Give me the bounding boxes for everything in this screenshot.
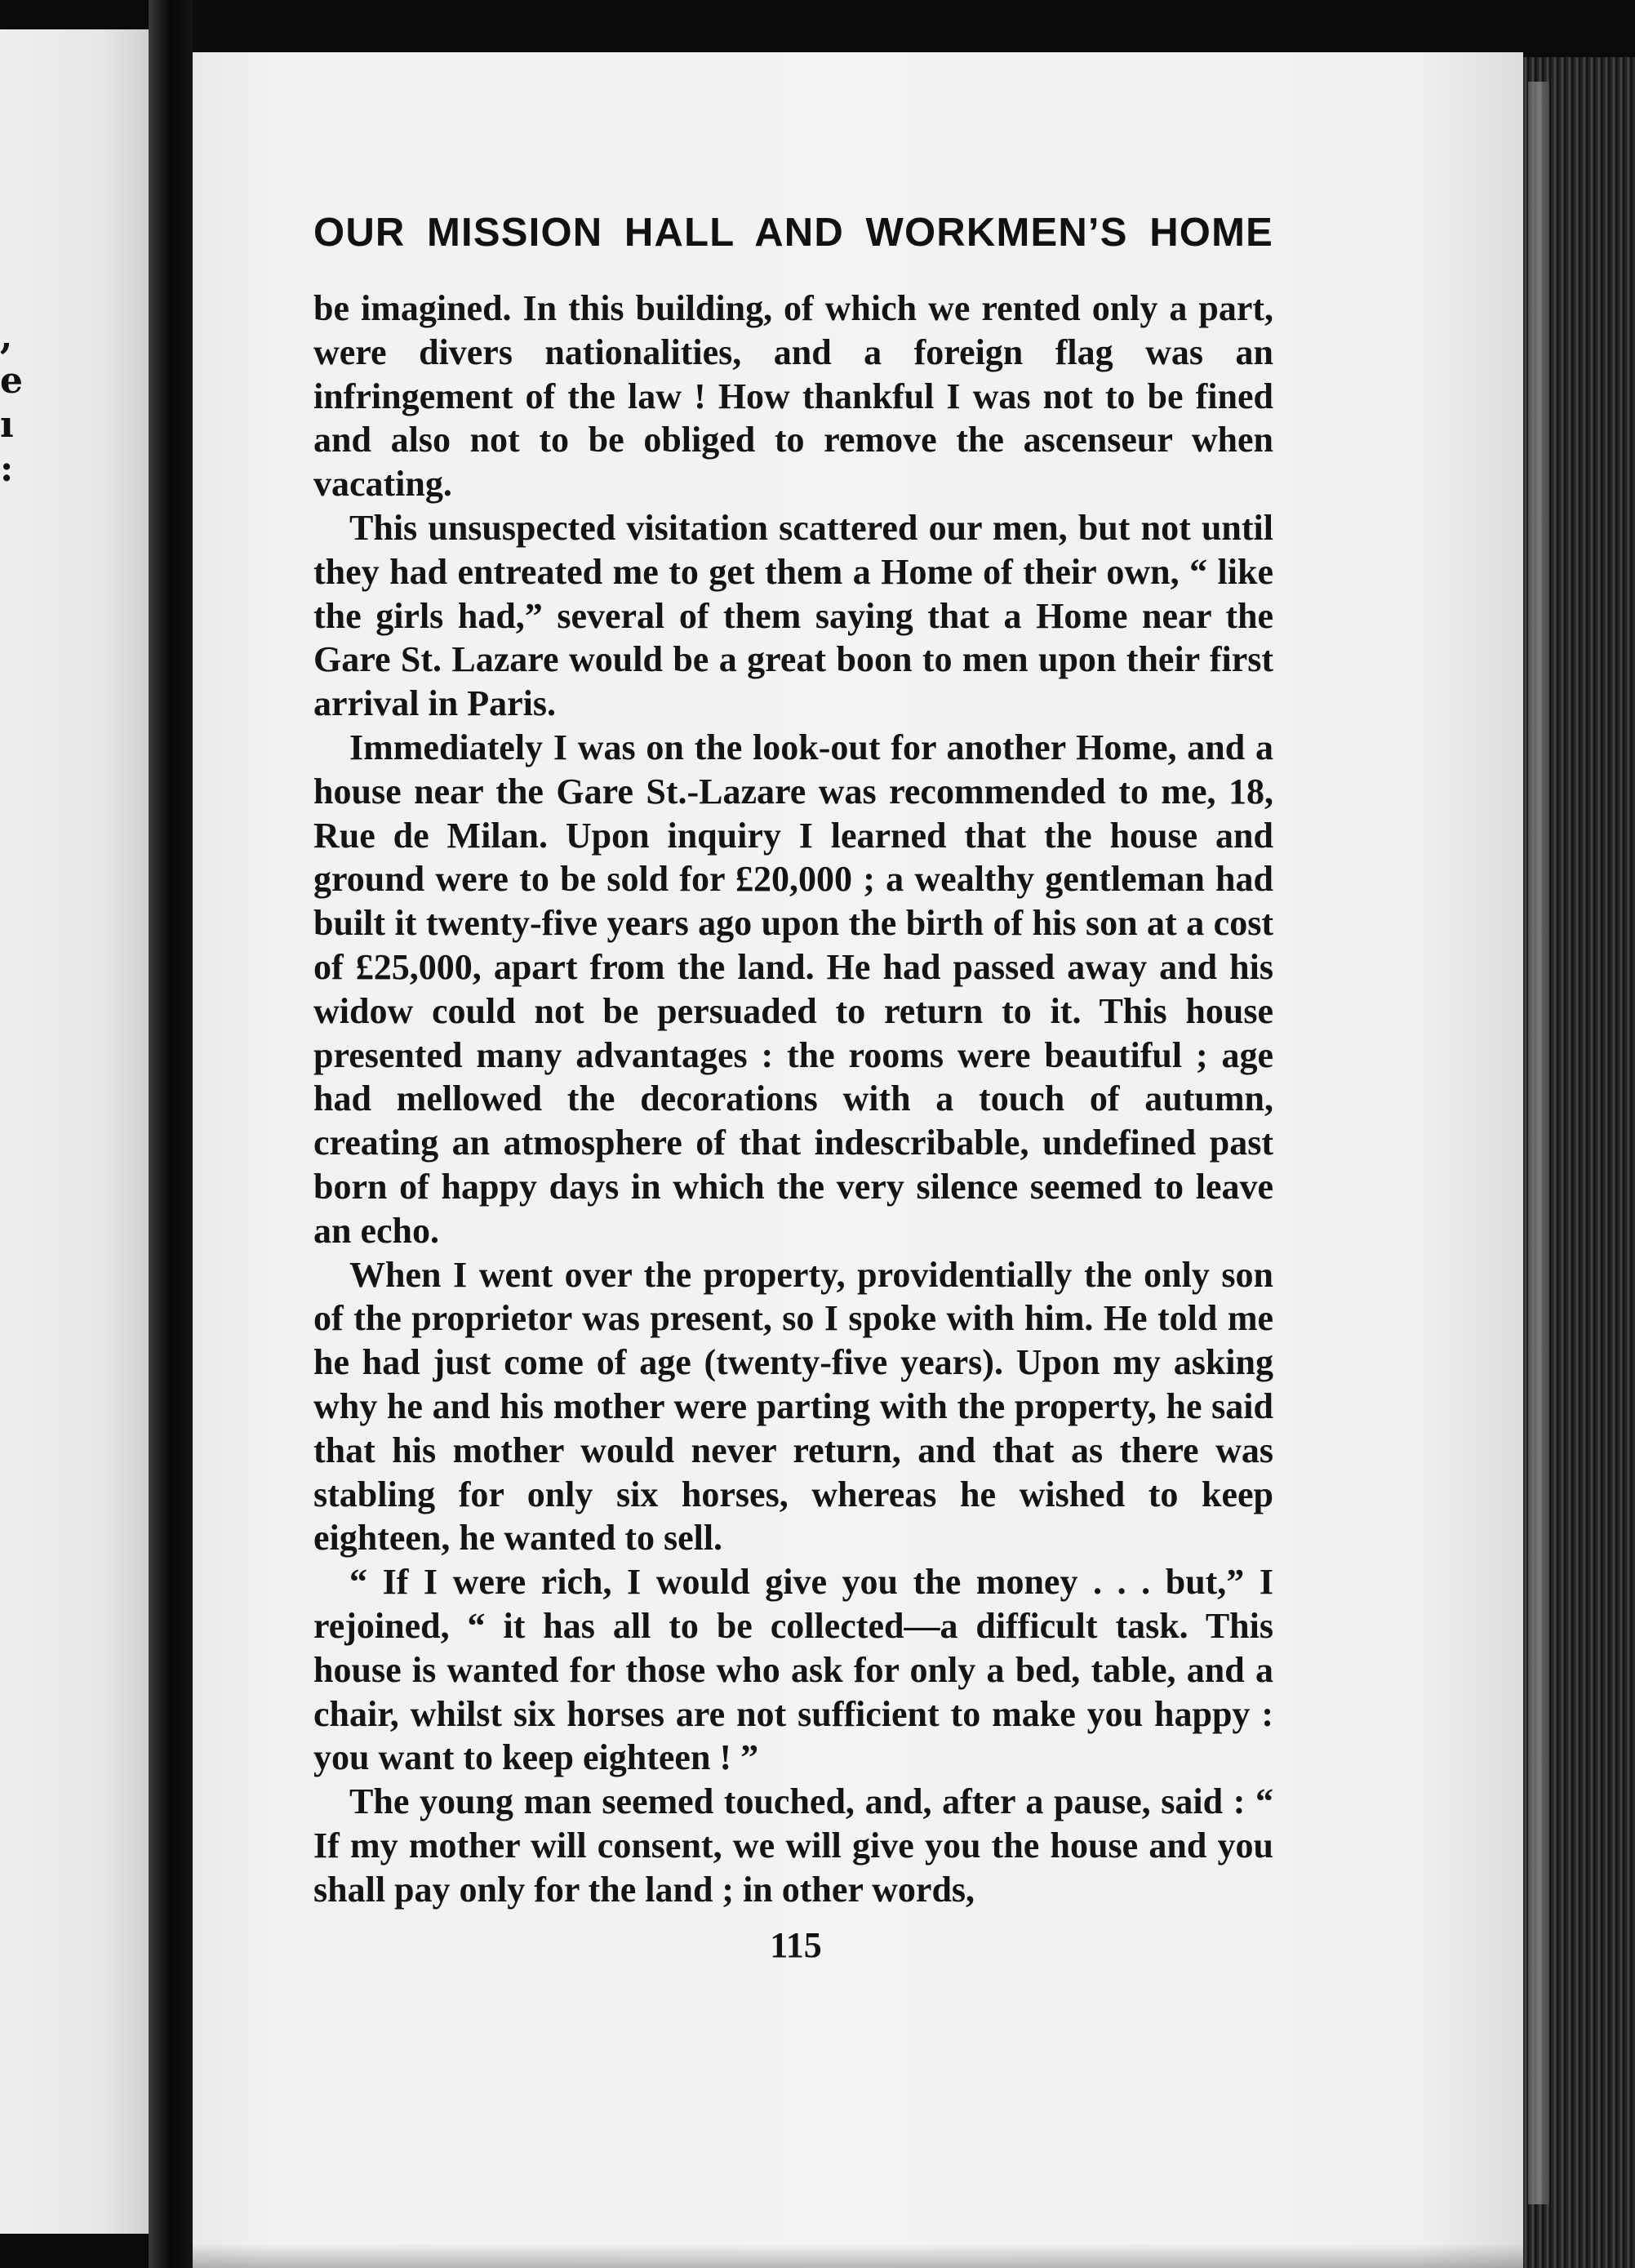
edge-char: e	[0, 360, 23, 402]
page-number: 115	[770, 1925, 822, 1965]
facing-page-edge	[0, 29, 149, 2234]
paragraph: This unsuspected visitation scattered our men, but not until they had entreated me to get them a Home of their own, “ like the girls had,” several of them saying that a Home near the Gare St. Lazare would be a great boon to men upon their first arrival in Paris.	[313, 507, 1273, 724]
edge-char: ı	[0, 404, 14, 446]
page-bottom-shadow	[193, 2244, 1523, 2268]
page-stack-highlight	[1528, 82, 1549, 2204]
paragraph: When I went over the property, providentially the only son of the proprietor was present, so I spoke with him. He told me he had just come of age (twenty-five years). Upon my asking why he and his mother were parting with the property, he said that his mother would never return, and that as there was stabling for only six horses, whereas he wished to keep eighteen, he wanted to sell.	[313, 1254, 1273, 1559]
body-text	[313, 287, 1273, 1911]
paragraph: “ If I were rich, I would give you the money . . . but,” I rejoined, “ it has all to be collected—a difficult task. This house is wanted for those who ask for only a bed, table, and a chair, whilst six horses are not sufficient to make you happy : you want to keep eighteen ! ”	[313, 1562, 1273, 1778]
edge-char: :	[0, 448, 14, 490]
running-head: OUR MISSION HALL AND WORKMEN’S HOME	[313, 211, 1273, 255]
paragraph: be imagined. In this building, of which we rented only a part, were divers nationalities, and a foreign flag was an infringement of the law ! How thankful I was not to be fined and also not to be obliged to remove the ascenseur when vacating.	[313, 288, 1273, 505]
paragraph: The young man seemed touched, and, after a pause, said : “ If my mother will consent, we will give you the house and you shall pay only for the land ; in other words,	[313, 1781, 1273, 1910]
paragraph: Immediately I was on the look-out for another Home, and a house near the Gare St.-Lazare was recommended to me, 18, Rue de Milan. Upon inquiry I learned that the house and ground were to be sold for £20,000 ; a wealthy gentleman had built it twenty-five years ago upon the birth of his son at a cost of £25,000, apart from the land. He had passed away and his widow could not be persuaded to return to it. This house presented many advantages : the rooms were beautiful ; age had mellowed the decorations with a touch of autumn, creating an atmosphere of that indescribable, undefined past born of happy days in which the very silence seemed to leave an echo.	[313, 727, 1273, 1251]
book-gutter	[149, 0, 193, 2268]
edge-char: ,	[0, 316, 13, 358]
facing-page-text-fragments	[0, 315, 23, 491]
